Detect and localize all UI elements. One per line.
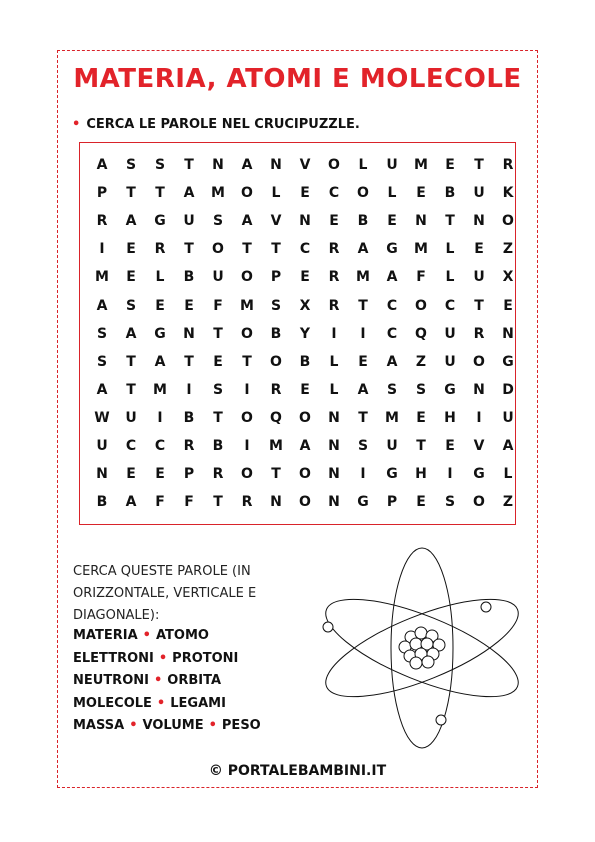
grid-letter: L — [503, 466, 513, 483]
grid-letter: N — [328, 409, 340, 426]
grid-letter: S — [386, 381, 398, 398]
grid-row — [80, 157, 515, 177]
word-list-line — [73, 718, 261, 733]
grid-letter: A — [125, 325, 137, 342]
grid-letter: E — [445, 438, 455, 454]
grid-letter: O — [415, 297, 427, 314]
grid-letter: S — [357, 438, 369, 454]
grid-letter: U — [183, 213, 195, 230]
grid-letter: T — [358, 297, 368, 314]
grid-letter: Z — [415, 353, 427, 370]
grid-letter: S — [154, 157, 166, 173]
grid-letter: R — [96, 213, 108, 230]
grid-letter: S — [415, 381, 427, 398]
grid-letter: E — [445, 157, 455, 173]
grid-letter: R — [328, 297, 340, 314]
grid-letter: G — [154, 325, 166, 342]
grid-letter: L — [329, 381, 339, 398]
grid-letter: S — [96, 353, 108, 370]
grid-row — [80, 382, 515, 402]
grid-letter: L — [155, 269, 165, 286]
grid-letter: A — [96, 381, 108, 398]
word-to-find: PESO — [221, 718, 261, 734]
grid-letter: M — [414, 241, 428, 258]
grid-letter: F — [184, 494, 194, 511]
grid-letter: R — [154, 241, 166, 258]
grid-letter: C — [125, 438, 137, 454]
grid-letter: O — [299, 409, 311, 426]
grid-letter: U — [125, 409, 137, 426]
grid-letter: Q — [270, 409, 282, 426]
grid-letter: U — [386, 438, 398, 454]
word-to-find: VOLUME — [142, 718, 204, 734]
grid-letter: O — [241, 466, 253, 483]
footer-credit: © PORTALEBAMBINI.IT — [208, 763, 387, 779]
grid-letter: E — [416, 185, 426, 202]
grid-letter: P — [270, 269, 282, 286]
grid-letter: B — [357, 213, 369, 230]
grid-letter: A — [183, 185, 195, 202]
grid-row — [80, 298, 515, 318]
grid-letter: N — [96, 466, 108, 483]
grid-letter: E — [358, 353, 368, 370]
grid-letter: B — [444, 185, 456, 202]
grid-letter: O — [212, 241, 224, 258]
atom-illustration — [315, 545, 530, 750]
grid-letter: O — [241, 409, 253, 426]
word-to-find: NEUTRONI — [73, 673, 149, 689]
bullet-icon: • — [156, 695, 166, 711]
grid-letter: T — [184, 353, 194, 370]
grid-letter: A — [125, 494, 137, 511]
grid-letter: C — [154, 438, 166, 454]
grid-letter: N — [473, 381, 485, 398]
grid-letter: A — [299, 438, 311, 454]
grid-letter: O — [241, 325, 253, 342]
grid-letter: P — [96, 185, 108, 202]
word-to-find: MATERIA — [73, 628, 138, 643]
grid-letter: E — [213, 353, 223, 370]
grid-letter: T — [474, 157, 484, 173]
grid-letter: F — [213, 297, 223, 314]
grid-letter: E — [329, 213, 339, 230]
grid-letter: T — [271, 466, 281, 483]
grid-letter: W — [94, 409, 110, 426]
grid-letter: T — [242, 241, 252, 258]
grid-letter: O — [328, 157, 340, 173]
electron — [323, 622, 333, 632]
grid-letter: I — [157, 409, 163, 426]
grid-letter: V — [270, 213, 282, 230]
bullet-icon: • — [142, 628, 151, 643]
grid-letter: T — [213, 325, 223, 342]
grid-row — [80, 438, 515, 458]
grid-letter: E — [155, 297, 165, 314]
grid-letter: U — [212, 269, 224, 286]
grid-letter: O — [241, 269, 253, 286]
grid-letter: U — [473, 269, 485, 286]
grid-letter: O — [299, 466, 311, 483]
grid-letter: R — [241, 494, 253, 511]
grid-letter: I — [476, 409, 482, 426]
grid-letter: M — [414, 157, 428, 173]
grid-letter: G — [154, 213, 166, 230]
grid-letter: I — [447, 466, 453, 483]
grid-row — [80, 213, 515, 233]
grid-letter: M — [385, 409, 399, 426]
bullet-icon: • — [129, 718, 138, 734]
grid-letter: L — [271, 185, 281, 202]
grid-letter: O — [357, 185, 369, 202]
grid-letter: L — [445, 241, 455, 258]
grid-letter: E — [126, 269, 136, 286]
grid-letter: T — [184, 241, 194, 258]
nucleus — [399, 627, 445, 669]
instruction — [72, 117, 360, 132]
grid-letter: C — [386, 297, 398, 314]
grid-letter: L — [387, 185, 397, 202]
grid-letter: V — [473, 438, 485, 454]
grid-letter: A — [357, 241, 369, 258]
grid-letter: B — [212, 438, 224, 454]
grid-row — [80, 410, 515, 430]
grid-letter: Y — [299, 325, 311, 342]
grid-letter: S — [444, 494, 456, 511]
grid-letter: T — [474, 297, 484, 314]
grid-letter: A — [357, 381, 369, 398]
grid-letter: U — [444, 353, 456, 370]
grid-letter: O — [241, 185, 253, 202]
grid-letter: I — [244, 438, 250, 454]
grid-letter: S — [270, 297, 282, 314]
grid-letter: I — [360, 466, 366, 483]
grid-letter: G — [357, 494, 369, 511]
grid-letter: O — [473, 353, 485, 370]
grid-row — [80, 241, 515, 261]
grid-letter: T — [358, 409, 368, 426]
grid-letter: E — [300, 381, 310, 398]
grid-letter: Z — [502, 494, 514, 511]
bullet-icon: • — [158, 650, 168, 666]
grid-letter: T — [213, 494, 223, 511]
word-list-line — [73, 628, 209, 643]
grid-letter: N — [212, 157, 224, 173]
grid-row — [80, 326, 515, 346]
grid-letter: Q — [415, 325, 427, 342]
grid-letter: E — [416, 409, 426, 426]
word-to-find: MOLECOLE — [73, 695, 152, 711]
grid-letter: I — [186, 381, 192, 398]
grid-letter: N — [270, 494, 282, 511]
grid-letter: Z — [502, 241, 514, 258]
grid-letter: N — [328, 466, 340, 483]
grid-letter: N — [328, 438, 340, 454]
grid-letter: G — [444, 381, 456, 398]
grid-letter: B — [96, 494, 108, 511]
grid-letter: O — [270, 353, 282, 370]
grid-letter: E — [387, 213, 397, 230]
word-search-grid — [79, 142, 516, 525]
grid-letter: A — [154, 353, 166, 370]
grid-letter: U — [96, 438, 108, 454]
grid-letter: U — [473, 185, 485, 202]
grid-letter: R — [183, 438, 195, 454]
page-title: MATERIA, ATOMI E MOLECOLE — [73, 64, 522, 94]
grid-letter: C — [328, 185, 340, 202]
grid-letter: C — [299, 241, 311, 258]
grid-letter: E — [126, 241, 136, 258]
grid-letter: E — [503, 297, 513, 314]
word-to-find: LEGAMI — [170, 695, 226, 711]
grid-letter: G — [386, 466, 398, 483]
bullet-icon: • — [72, 117, 81, 132]
grid-letter: B — [270, 325, 282, 342]
grid-letter: B — [299, 353, 311, 370]
grid-letter: R — [212, 466, 224, 483]
grid-letter: P — [183, 466, 195, 483]
words-intro: CERCA QUESTE PAROLE (IN ORIZZONTALE, VERTICALE E DIAGONALE): — [73, 564, 257, 623]
grid-letter: C — [444, 297, 456, 314]
grid-letter: M — [269, 438, 283, 454]
grid-letter: B — [183, 409, 195, 426]
grid-letter: T — [155, 185, 165, 202]
grid-letter: N — [183, 325, 195, 342]
word-list-line — [73, 696, 226, 711]
grid-letter: E — [416, 494, 426, 511]
grid-letter: L — [445, 269, 455, 286]
grid-letter: O — [502, 213, 514, 230]
word-list-line — [73, 673, 221, 688]
grid-letter: R — [270, 381, 282, 398]
grid-letter: B — [183, 269, 195, 286]
grid-letter: A — [96, 157, 108, 173]
grid-letter: E — [126, 466, 136, 483]
grid-letter: S — [125, 297, 137, 314]
grid-letter: N — [328, 494, 340, 511]
grid-letter: T — [242, 353, 252, 370]
grid-letter: X — [299, 297, 311, 314]
grid-letter: M — [240, 297, 254, 314]
grid-letter: N — [299, 213, 311, 230]
word-to-find: ELETTRONI — [73, 650, 154, 666]
word-to-find: PROTONI — [172, 650, 239, 666]
grid-letter: M — [95, 269, 109, 286]
word-to-find: ATOMO — [155, 628, 209, 643]
grid-row — [80, 494, 515, 514]
grid-letter: M — [153, 381, 167, 398]
grid-letter: N — [270, 157, 282, 173]
grid-letter: I — [360, 325, 366, 342]
grid-letter: G — [502, 353, 514, 370]
grid-letter: D — [502, 381, 514, 398]
grid-letter: M — [356, 269, 370, 286]
grid-letter: A — [502, 438, 514, 454]
grid-letter: R — [502, 157, 514, 173]
instruction-text: CERCA LE PAROLE NEL CRUCIPUZZLE. — [86, 117, 360, 132]
grid-letter: O — [299, 494, 311, 511]
bullet-icon: • — [153, 673, 163, 689]
bullet-icon: • — [208, 718, 217, 734]
grid-letter: A — [241, 213, 253, 230]
grid-letter: A — [386, 269, 398, 286]
electron — [481, 602, 491, 612]
grid-letter: M — [211, 185, 225, 202]
grid-letter: U — [502, 409, 514, 426]
grid-row — [80, 185, 515, 205]
grid-letter: T — [184, 157, 194, 173]
grid-letter: H — [444, 409, 456, 426]
grid-letter: T — [126, 353, 136, 370]
word-list-line — [73, 651, 238, 666]
grid-letter: R — [473, 325, 485, 342]
grid-letter: U — [386, 157, 398, 173]
grid-letter: N — [502, 325, 514, 342]
grid-letter: I — [331, 325, 337, 342]
grid-letter: A — [386, 353, 398, 370]
grid-letter: C — [386, 325, 398, 342]
grid-letter: A — [241, 157, 253, 173]
grid-letter: X — [502, 269, 514, 286]
grid-letter: F — [416, 269, 426, 286]
grid-letter: A — [96, 297, 108, 314]
grid-letter: I — [244, 381, 250, 398]
grid-row — [80, 466, 515, 486]
word-to-find: MASSA — [73, 718, 125, 734]
electron — [436, 715, 446, 725]
grid-letter: G — [386, 241, 398, 258]
grid-letter: P — [386, 494, 398, 511]
grid-letter: A — [125, 213, 137, 230]
grid-letter: E — [155, 466, 165, 483]
grid-letter: R — [328, 269, 340, 286]
grid-letter: V — [299, 157, 311, 173]
grid-letter: T — [213, 409, 223, 426]
grid-letter: S — [212, 213, 224, 230]
grid-letter: S — [125, 157, 137, 173]
grid-letter: K — [502, 185, 514, 202]
grid-letter: H — [415, 466, 427, 483]
grid-letter: F — [155, 494, 165, 511]
grid-letter: T — [126, 185, 136, 202]
grid-letter: T — [271, 241, 281, 258]
grid-row — [80, 269, 515, 289]
grid-letter: L — [329, 353, 339, 370]
grid-letter: R — [328, 241, 340, 258]
grid-letter: E — [474, 241, 484, 258]
grid-letter: S — [96, 325, 108, 342]
grid-letter: N — [473, 213, 485, 230]
grid-letter: T — [416, 438, 426, 454]
word-to-find: ORBITA — [167, 673, 222, 689]
grid-letter: U — [444, 325, 456, 342]
grid-letter: G — [473, 466, 485, 483]
grid-letter: T — [126, 381, 136, 398]
grid-letter: I — [99, 241, 105, 258]
grid-letter: N — [415, 213, 427, 230]
grid-letter: L — [358, 157, 368, 173]
grid-row — [80, 354, 515, 374]
grid-letter: E — [300, 185, 310, 202]
grid-letter: O — [473, 494, 485, 511]
grid-letter: T — [445, 213, 455, 230]
grid-letter: E — [300, 269, 310, 286]
grid-letter: E — [184, 297, 194, 314]
grid-letter: S — [212, 381, 224, 398]
